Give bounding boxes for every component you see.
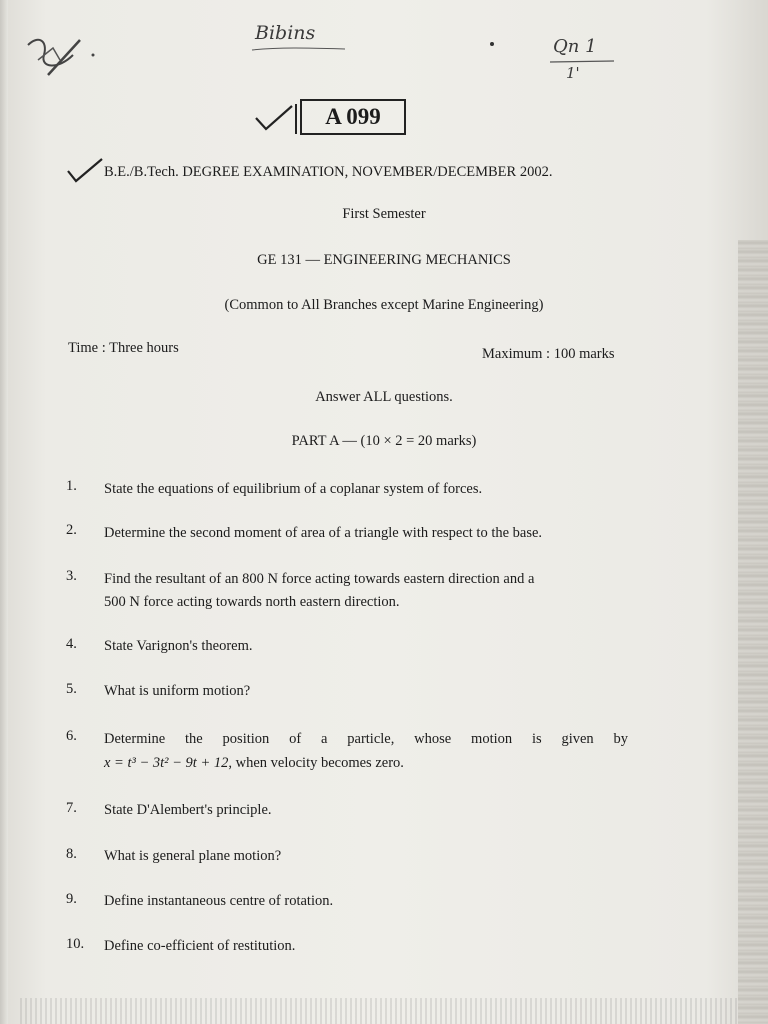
question-number: 8. bbox=[66, 846, 77, 862]
question-text: Find the resultant of an 800 N force acting towards eastern direction and a bbox=[104, 571, 535, 587]
common-note: (Common to All Branches except Marine Engineering) bbox=[224, 297, 544, 313]
question-number: 5. bbox=[66, 681, 77, 697]
question-text: Define instantaneous centre of rotation. bbox=[104, 893, 334, 909]
question-text-continued bbox=[104, 755, 404, 772]
course-title: GE 131 — ENGINEERING MECHANICS bbox=[257, 252, 511, 268]
question-number: 3. bbox=[66, 568, 77, 584]
checkmark-icon bbox=[254, 104, 294, 132]
question-number: 9. bbox=[66, 891, 77, 907]
question-number: 7. bbox=[66, 800, 77, 816]
motion-equation: x = t³ − 3t² − 9t + 12 bbox=[104, 755, 229, 771]
corner-note-underline bbox=[548, 58, 618, 66]
name-underline bbox=[250, 44, 350, 54]
question-text: What is general plane motion? bbox=[104, 848, 282, 864]
question-text: Define co-efficient of restitution. bbox=[104, 938, 296, 954]
question-number: 4. bbox=[66, 636, 77, 652]
question-text: Determine the second moment of area of a triangle with respect to the base. bbox=[104, 525, 543, 541]
paper-left-edge bbox=[0, 0, 8, 1024]
ink-dot bbox=[490, 42, 494, 46]
question-text: Determine the position of a particle, whose motion is given by bbox=[104, 731, 628, 747]
paper-code: A 099 bbox=[325, 104, 381, 129]
question-text: State Varignon's theorem. bbox=[104, 638, 253, 654]
question-text-rest: , when velocity becomes zero. bbox=[228, 755, 404, 771]
question-number: 2. bbox=[66, 522, 77, 538]
question-text: What is uniform motion? bbox=[104, 683, 251, 699]
semester: First Semester bbox=[342, 206, 426, 222]
question-number: 1. bbox=[66, 478, 77, 494]
handwritten-question-mark: Qn 1 bbox=[553, 36, 597, 57]
question-number: 6. bbox=[66, 728, 77, 744]
question-text: State D'Alembert's principle. bbox=[104, 802, 272, 818]
maximum-marks: Maximum : 100 marks bbox=[482, 346, 615, 362]
question-number: 10. bbox=[66, 936, 85, 952]
part-heading: PART A — (10 × 2 = 20 marks) bbox=[291, 433, 477, 449]
corner-scribble-icon bbox=[18, 20, 108, 100]
instruction: Answer ALL questions. bbox=[315, 389, 453, 405]
handwritten-corner-sub: 1' bbox=[566, 64, 580, 82]
handwritten-name: Bibins bbox=[255, 22, 316, 44]
degree-line: B.E./B.Tech. DEGREE EXAMINATION, NOVEMBER/DECEMBER 2002. bbox=[104, 164, 553, 180]
question-text-continued: 500 N force acting towards north eastern direction. bbox=[104, 594, 400, 610]
question-text: State the equations of equilibrium of a coplanar system of forces. bbox=[104, 481, 483, 497]
checkmark-icon bbox=[66, 157, 106, 187]
paper-code-box bbox=[300, 99, 406, 135]
paper-binding-edge bbox=[738, 240, 768, 1024]
paper-bottom-smudge bbox=[20, 998, 740, 1024]
time-allowed: Time : Three hours bbox=[68, 340, 179, 356]
